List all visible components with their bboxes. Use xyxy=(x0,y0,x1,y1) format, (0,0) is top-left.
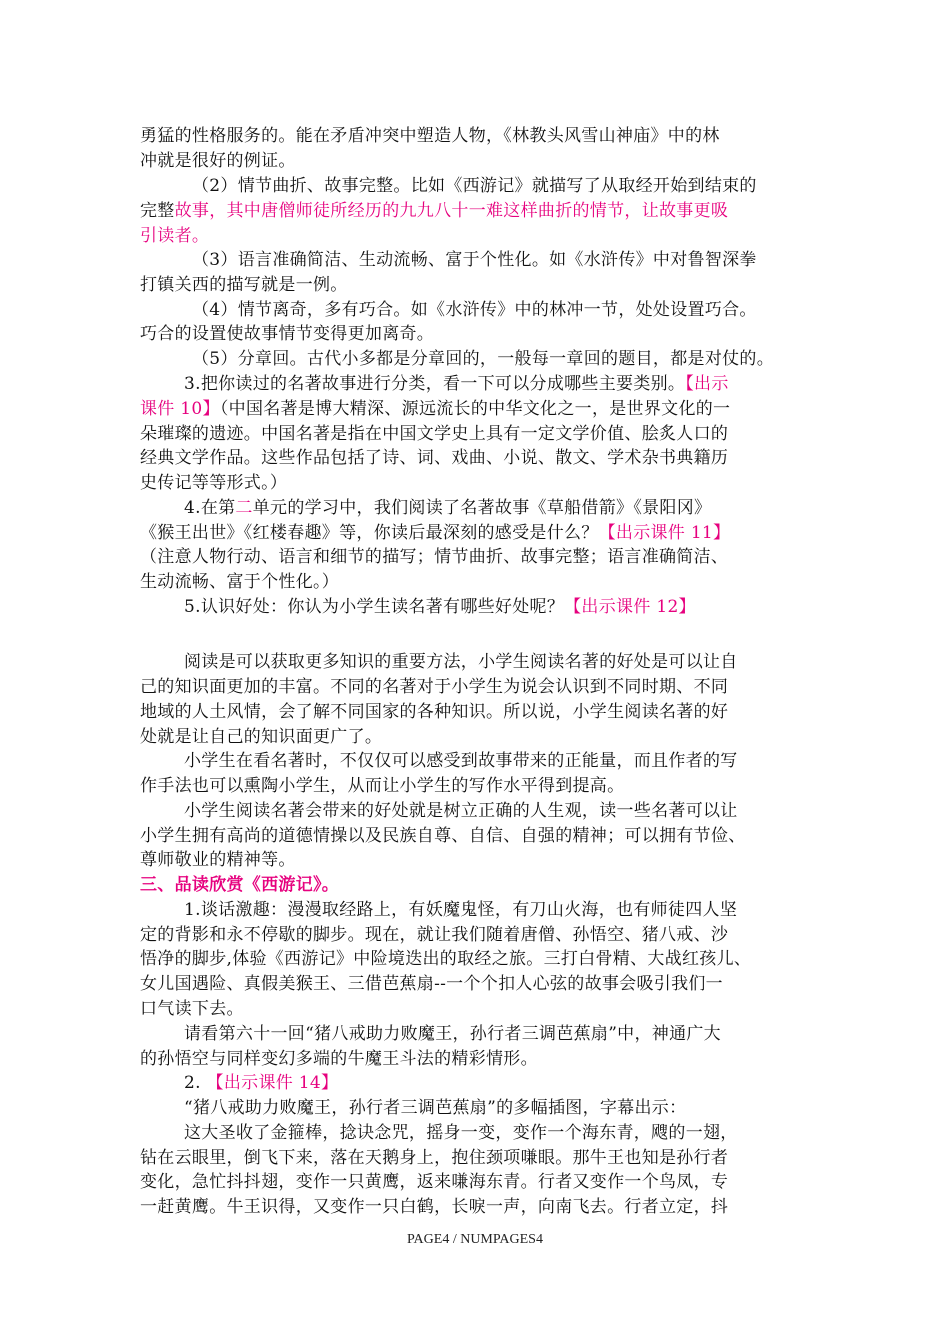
courseware-tag: 【出示 xyxy=(685,374,729,394)
courseware-tag: 【出示课件 12】 xyxy=(564,597,696,617)
text-line: 小学生在看名著时，不仅仅可以感受到故事带来的正能量，而且作者的写 xyxy=(184,751,738,771)
highlight-text: 故事，其中唐僧师徒所经历的九九八十一难这样曲折的情节，让故事更吸 xyxy=(174,201,729,221)
text-line: 女儿国遇险、真假美猴王、三借芭蕉扇--一个个扣人心弦的故事会吸引我们一 xyxy=(140,974,723,994)
courseware-tag: 【出示课件 11】 xyxy=(598,523,731,543)
text-line: 一赶黄鹰。牛王识得，又变作一只白鹤，长唳一声，向南飞去。行者立定，抖 xyxy=(140,1197,729,1217)
text-line: 定的背影和永不停歇的脚步。现在，就让我们随着唐僧、孙悟空、猪八戒、沙 xyxy=(140,925,729,945)
highlight-line: 引读者。 xyxy=(140,226,210,246)
text-line: 口气读下去。 xyxy=(140,999,244,1019)
section-heading: 三、品读欣赏《西游记》。 xyxy=(140,875,340,895)
text-line: 生动流畅、富于个性化。） xyxy=(140,572,340,592)
text-line: （注意人物行动、语言和细节的描写；情节曲折、故事完整；语言准确简洁、 xyxy=(140,547,729,567)
text-line: 阅读是可以获取更多知识的重要方法，小学生阅读名著的好处是可以让自 xyxy=(184,652,738,672)
text-line: 《猴王出世》《红楼春趣》等，你读后最深刻的感受是什么？【出示课件 11】 xyxy=(140,523,731,543)
text-line: “猪八戒助力败魔王，孙行者三调芭蕉扇”的多幅插图，字幕出示： xyxy=(184,1098,687,1118)
text-line: 5.认识好处：你认为小学生读名著有哪些好处呢？【出示课件 12】 xyxy=(184,597,696,617)
text-line: 3.把你读过的名著故事进行分类，看一下可以分成哪些主要类别。【出示 xyxy=(184,374,729,394)
text-line: （5）分章回。古代小多都是分章回的，一般每一章回的题目，都是对仗的。 xyxy=(192,349,775,369)
text-line: （4）情节离奇，多有巧合。如《水浒传》中的林冲一节，处处设置巧合。 xyxy=(192,300,757,320)
text-line: 4.在第二单元的学习中，我们阅读了名著故事《草船借箭》《景阳冈》 xyxy=(184,498,712,518)
text-line: 课件 10】（中国名著是博大精深、源远流长的中华文化之一，是世界文化的一 xyxy=(140,399,731,419)
text-line: 悟净的脚步,体验《西游记》中险境迭出的取经之旅。三打白骨精、大战红孩儿、 xyxy=(140,949,752,969)
text-line: 2. 【出示课件 14】 xyxy=(184,1073,339,1093)
courseware-tag: 课件 10】 xyxy=(140,399,220,419)
text-line: （3）语言准确简洁、生动流畅、富于个性化。如《水浒传》中对鲁智深拳 xyxy=(192,250,757,270)
text-line: 朵璀璨的遗迹。中国名著是指在中国文学史上具有一定文学价值、脍炙人口的 xyxy=(140,424,729,444)
text-line: 冲就是很好的例证。 xyxy=(140,151,296,171)
text-line: 小学生拥有高尚的道德情操以及民族自尊、自信、自强的精神；可以拥有节俭、 xyxy=(140,826,746,846)
text-line: 完整故事，其中唐僧师徒所经历的九九八十一难这样曲折的情节，让故事更吸 xyxy=(140,201,729,221)
text-line: 小学生阅读名著会带来的好处就是树立正确的人生观，读一些名著可以让 xyxy=(184,801,738,821)
text-line: 巧合的设置使故事情节变得更加离奇。 xyxy=(140,324,435,344)
text-line: 处就是让自己的知识面更广了。 xyxy=(140,727,383,747)
text-line: 经典文学作品。这些作品包括了诗、词、戏曲、小说、散文、学术杂书典籍历 xyxy=(140,448,729,468)
text-line: 勇猛的性格服务的。能在矛盾冲突中塑造人物，《林教头风雪山神庙》中的林 xyxy=(140,126,720,146)
text-line: 钻在云眼里，倒飞下来，落在天鹅身上，抱住颈项嗛眼。那牛王也知是孙行者 xyxy=(140,1148,729,1168)
text-line: （2）情节曲折、故事完整。比如《西游记》就描写了从取经开始到结束的 xyxy=(192,176,757,196)
text-line: 变化，急忙抖抖翅，变作一只黄鹰，返来嗛海东青。行者又变作一个鸟凤，专 xyxy=(140,1172,729,1192)
text-line: 己的知识面更加的丰富。不同的名著对于小学生为说会认识到不同时期、不同 xyxy=(140,677,729,697)
text-line: 请看第六十一回“猪八戒助力败魔王，孙行者三调芭蕉扇”中，神通广大 xyxy=(184,1024,721,1044)
text-line: 作手法也可以熏陶小学生，从而让小学生的写作水平得到提高。 xyxy=(140,776,625,796)
text-line: 的孙悟空与同样变幻多端的牛魔王斗法的精彩情形。 xyxy=(140,1049,538,1069)
text-line: 这大圣收了金箍棒，捻诀念咒，摇身一变，变作一个海东青，飕的一翅， xyxy=(184,1123,738,1143)
highlight-text: 二 xyxy=(235,498,253,518)
text-line: 尊师敬业的精神等。 xyxy=(140,850,296,870)
text-line: 打镇关西的描写就是一例。 xyxy=(140,275,348,295)
text-line: 史传记等等形式。） xyxy=(140,473,288,493)
courseware-tag: 【出示课件 14】 xyxy=(206,1073,339,1093)
page-footer: PAGE4 / NUMPAGES4 xyxy=(407,1232,543,1247)
text-line: 地域的人土风情，会了解不同国家的各种知识。所以说，小学生阅读名著的好 xyxy=(140,702,729,722)
text-line: 1.谈话激趣：漫漫取经路上，有妖魔鬼怪，有刀山火海，也有师徒四人坚 xyxy=(184,900,738,920)
